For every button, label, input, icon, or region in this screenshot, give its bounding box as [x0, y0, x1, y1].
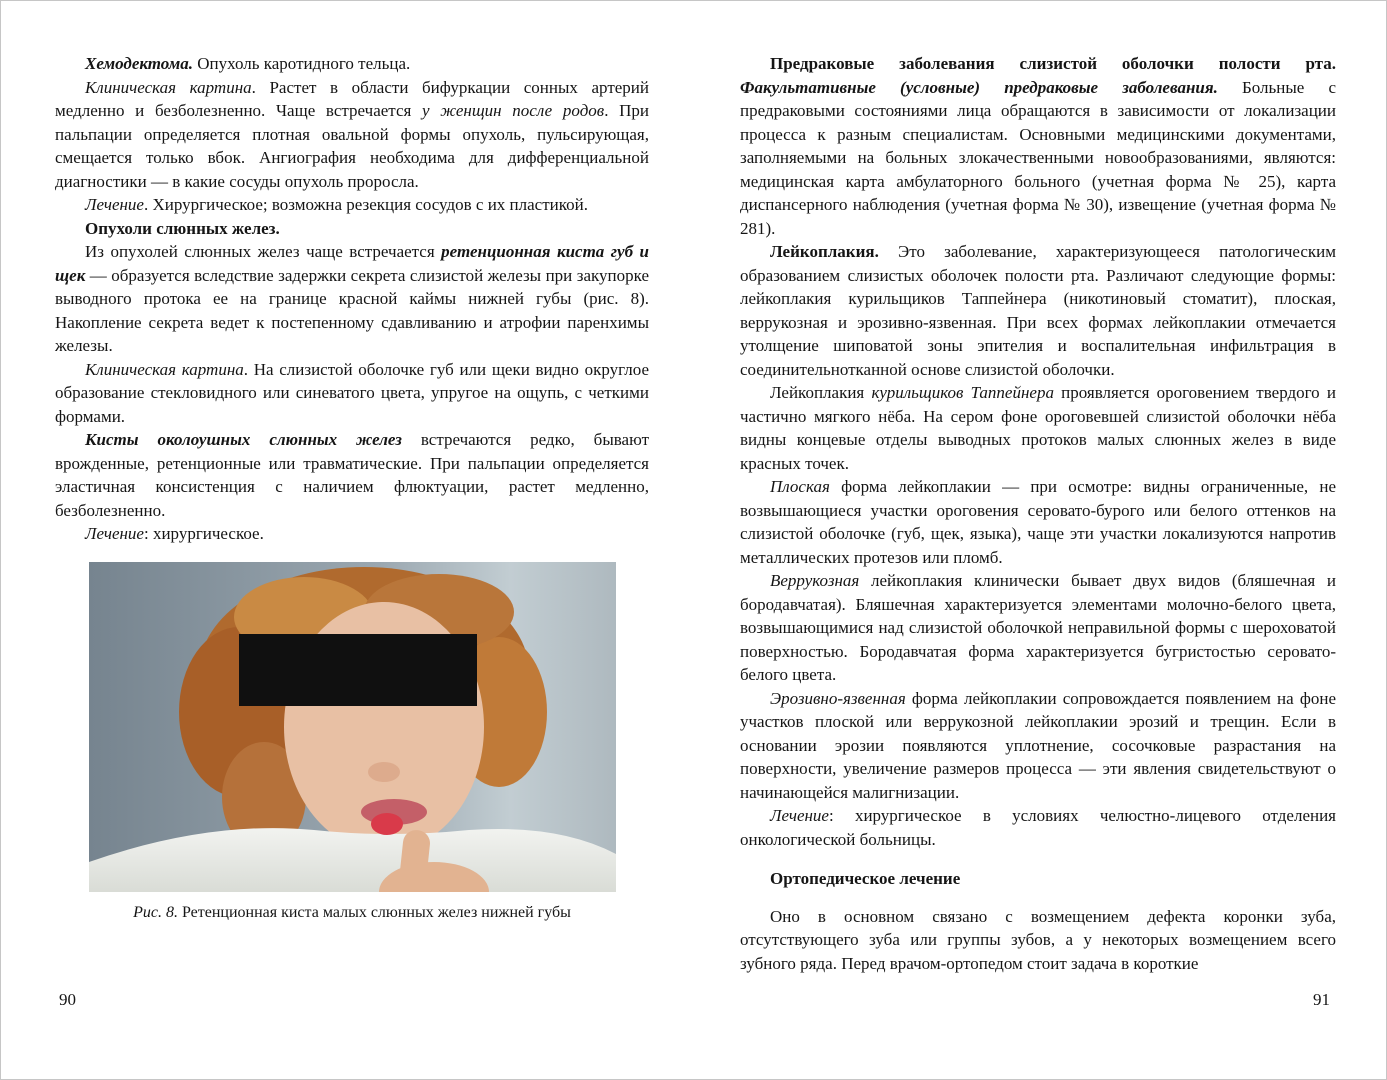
- figure-caption: [89, 902, 616, 923]
- paragraph: [55, 358, 649, 429]
- text-run: Лечение: [85, 524, 144, 543]
- paragraph: [55, 76, 649, 194]
- paragraph: [55, 240, 649, 358]
- text-run: форма лейкоплакии сопровождается появлением на фоне участков плоской или веррукозной лейкоплакии эрозий и трещин. Если в основании эрозии появляются уплотнение, сосочковые разрастания на поверхности, увеличение размеров процесса — эти явления свидетельствуют о начинающейся малигнизации.: [740, 688, 1336, 802]
- text-run: Опухоли слюнных желез.: [85, 218, 280, 238]
- paragraph: [55, 522, 649, 546]
- text-run: Лейкоплакия.: [770, 242, 879, 261]
- text-run: Хемодектома.: [85, 54, 194, 73]
- text-run: Эрозивно-язвенная: [770, 688, 906, 708]
- censor-bar: [239, 634, 477, 706]
- text-run: Факультативные (условные) предраковые заболевания.: [740, 77, 1218, 97]
- text-run: лейкоплакия клинически бывает двух видов (бляшечная и бородавчатая). Бляшечная характеризуется элементами молочно-белого цвета, возвышающимися над слизистой оболочкой неправильной формы с шероховатой поверхностью. Бородавчатая форма характеризуется бугристостью серовато-белого цвета.: [740, 571, 1336, 684]
- text-run: . Растет в области бифуркации сонных артерий медленно и безболезненно. Чаще встречается: [55, 77, 649, 120]
- text-run: встречаются редко, бывают врожденные, ретенционные или травматические. При пальпации определяется эластичная консистенция с наличием флюктуации, растет медленно, безболезненно.: [55, 430, 649, 520]
- text-run: Лейкоплакия: [770, 383, 872, 402]
- text-run: Это заболевание, характеризующееся патологическим образованием слизистых оболочек полости рта. Различают следующие формы: лейкоплакия курильщиков Таппейнера (никотиновый стоматит), плоская, веррукозная и эрозивно-язвенная. При всех формах лейкоплакии отмечается утолщение шиповатой зоны эпителия и воспалительная инфильтрация в соединительнотканной основе слизистой оболочки.: [740, 242, 1336, 379]
- paragraph: [740, 905, 1336, 976]
- text-run: Веррукозная: [770, 571, 860, 590]
- paragraph: [740, 52, 1336, 240]
- section-heading-orthopedic: [740, 867, 1336, 891]
- text-run: Рис. 8.: [133, 903, 178, 921]
- right-page-text: [740, 0, 1336, 975]
- text-run: : хирургическое.: [143, 524, 264, 543]
- text-run: у женщин после родов: [422, 101, 605, 120]
- text-run: . При пальпации определяется плотная овальной формы опухоль, пульсирующая, смещается только вбок. Ангиография необходима для дифференциальной диагностики — в какие сосуды опухоль проросла.: [55, 101, 650, 191]
- paragraph: [55, 217, 649, 241]
- paragraph: [740, 240, 1336, 381]
- retention-cyst: [371, 813, 403, 835]
- text-run: Клиническая картина: [85, 359, 244, 379]
- text-run: Клиническая картина: [85, 77, 252, 97]
- figure-8: [89, 562, 616, 923]
- page-number-right: 91: [1313, 990, 1330, 1009]
- paragraph: [55, 428, 649, 522]
- figure-photo: [89, 562, 616, 892]
- text-run: Ортопедическое лечение: [770, 869, 961, 888]
- text-run: Кисты околоушных слюнных желез: [85, 430, 402, 449]
- text-run: Оно в основном связано с возмещением дефекта коронки зуба, отсутствующего зуба или группы зубов, а у некоторых возмещением всего зубного ряда. Перед врачом-ортопедом стоит задача в короткие: [740, 906, 1336, 973]
- text-run: Лечение: [770, 806, 829, 825]
- paragraph: [740, 804, 1336, 851]
- left-page-text: [55, 0, 649, 546]
- page-left: [55, 0, 649, 1080]
- text-run: . Хирургическое; возможна резекция сосудов с их пластикой.: [143, 195, 589, 214]
- page-number-left: 90: [59, 990, 76, 1009]
- text-run: Лечение: [85, 195, 144, 214]
- paragraph: [740, 569, 1336, 687]
- paragraph: [740, 381, 1336, 475]
- paragraph: [55, 52, 649, 76]
- text-run: проявляется ороговением твердого и частично мягкого нёба. На сером фоне ороговевшей слизистой оболочки нёба видны концевые отделы выводных протоков малых слюнных желез в виде красных точек.: [740, 383, 1336, 473]
- text-run: Больные с предраковыми состояниями лица обращаются в зависимости от локализации процесса к разным специалистам. Основными медицинскими документами, заполняемыми на больных злокачественными новообразованиями, являются: медицинская карта амбулаторного больного (учетная форма № 25), карта диспансерного наблюдения (учетная форма № 30), извещение (учетная форма № 281).: [740, 77, 1336, 238]
- text-run: форма лейкоплакии — при осмотре: видны ограниченные, не возвышающиеся участки ороговения серовато-бурого или белого оттенков на слизистой оболочке (губ, щек, языка), чаще эти участки локализуются напротив металлических протезов или пломб.: [740, 477, 1336, 567]
- text-run: Ретенционная киста малых слюнных желез нижней губы: [177, 903, 571, 921]
- text-run: Опухоль каротидного тельца.: [193, 54, 411, 73]
- paragraph: [55, 193, 649, 217]
- text-run: : хирургическое в условиях челюстно-лицевого отделения онкологической больницы.: [740, 806, 1336, 849]
- figure-photo-illustration: [89, 562, 616, 892]
- text-run: ретенционная киста губ и щек: [55, 242, 649, 285]
- text-run: Предраковые заболевания слизистой оболочки полости рта.: [770, 54, 1336, 73]
- text-run: Из опухолей слюнных желез чаще встречается: [85, 242, 442, 261]
- text-run: курильщиков Таппейнера: [871, 383, 1054, 402]
- text-run: . На слизистой оболочке губ или щеки видно округлое образование стекловидного или синеватого цвета, упругое на ощупь, с четкими формами.: [55, 359, 649, 426]
- paragraph: [740, 475, 1336, 569]
- text-run: Плоская: [770, 477, 830, 496]
- paragraph: [740, 687, 1336, 805]
- text-run: — образуется вследствие задержки секрета слизистой железы при закупорке выводного протока ее на границе красной каймы нижней губы (рис. 8). Накопление секрета ведет к постепенному сдавливанию и атрофии паренхимы железы.: [55, 265, 649, 355]
- page-right: [740, 0, 1336, 1080]
